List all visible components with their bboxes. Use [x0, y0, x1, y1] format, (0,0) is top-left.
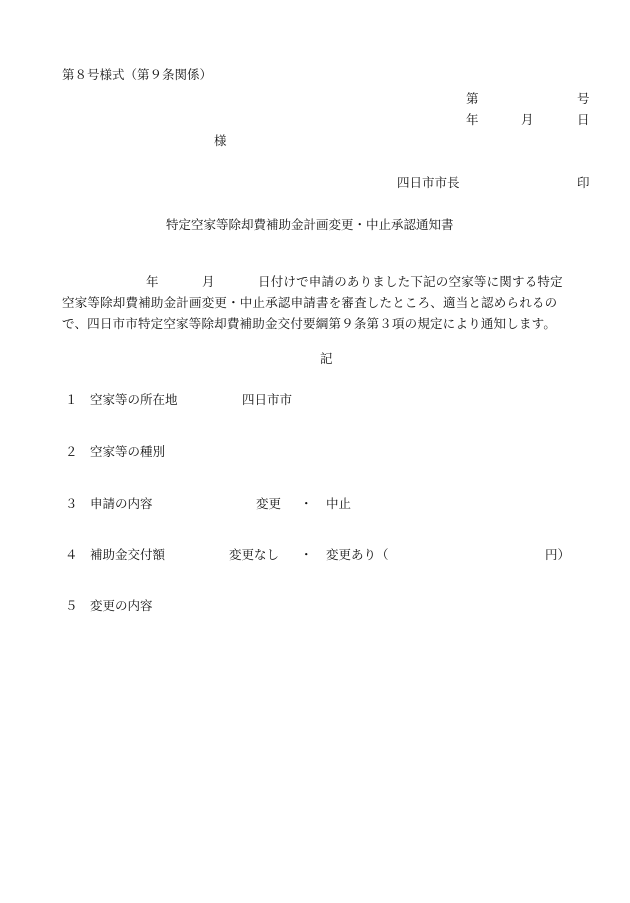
item-2-label: 空家等の種別 — [90, 444, 166, 459]
item-1-number: １ — [65, 392, 78, 407]
item-3-separator: ・ — [300, 496, 313, 511]
body-line-1 — [62, 271, 590, 292]
item-4-label: 補助金交付額 — [90, 547, 166, 562]
item-4-separator: ・ — [300, 547, 313, 562]
date-month-label: 月 — [521, 112, 534, 127]
form-label: 第８号様式（第９条関係） — [62, 67, 213, 82]
document-number-suffix: 号 — [577, 91, 590, 106]
body-line-2: 空家等除却費補助金計画変更・中止承認申請書を審査したところ、適当と認められるの — [62, 295, 558, 310]
body-line-1-text: 日付けで申請のありました下記の空家等に関する特定 — [258, 274, 563, 289]
item-1-label: 空家等の所在地 — [90, 392, 178, 407]
seal-mark: 印 — [577, 175, 590, 190]
item-2-number: ２ — [65, 444, 78, 459]
item-5-number: ５ — [65, 598, 78, 613]
issuer-title: 四日市市長 — [397, 175, 460, 190]
item-1-value: 四日市市 — [242, 392, 293, 407]
body-paragraph — [62, 271, 590, 334]
item-5-label: 変更の内容 — [90, 598, 153, 613]
date-year-label: 年 — [466, 112, 479, 127]
item-3-number: ３ — [65, 496, 78, 511]
item-3-option-change: 変更 — [256, 496, 282, 511]
item-3-option-cancel: 中止 — [326, 496, 352, 511]
body-year-label: 年 — [146, 274, 159, 289]
recipient-honorific: 様 — [214, 133, 227, 148]
item-4-yen-close: 円） — [545, 547, 571, 562]
item-4-number: ４ — [65, 547, 78, 562]
document-title: 特定空家等除却費補助金計画変更・中止承認通知書 — [166, 217, 454, 232]
item-4-option-no-change: 変更なし — [229, 547, 280, 562]
date-day-label: 日 — [577, 112, 590, 127]
ki-heading: 記 — [320, 351, 333, 366]
document-number-prefix: 第 — [466, 91, 479, 106]
body-line-3: で、四日市市特定空家等除却費補助金交付要綱第９条第３項の規定により通知します。 — [62, 316, 557, 331]
body-month-label: 月 — [202, 274, 215, 289]
item-3-label: 申請の内容 — [90, 496, 153, 511]
item-4-option-changed: 変更あり（ — [326, 547, 389, 562]
